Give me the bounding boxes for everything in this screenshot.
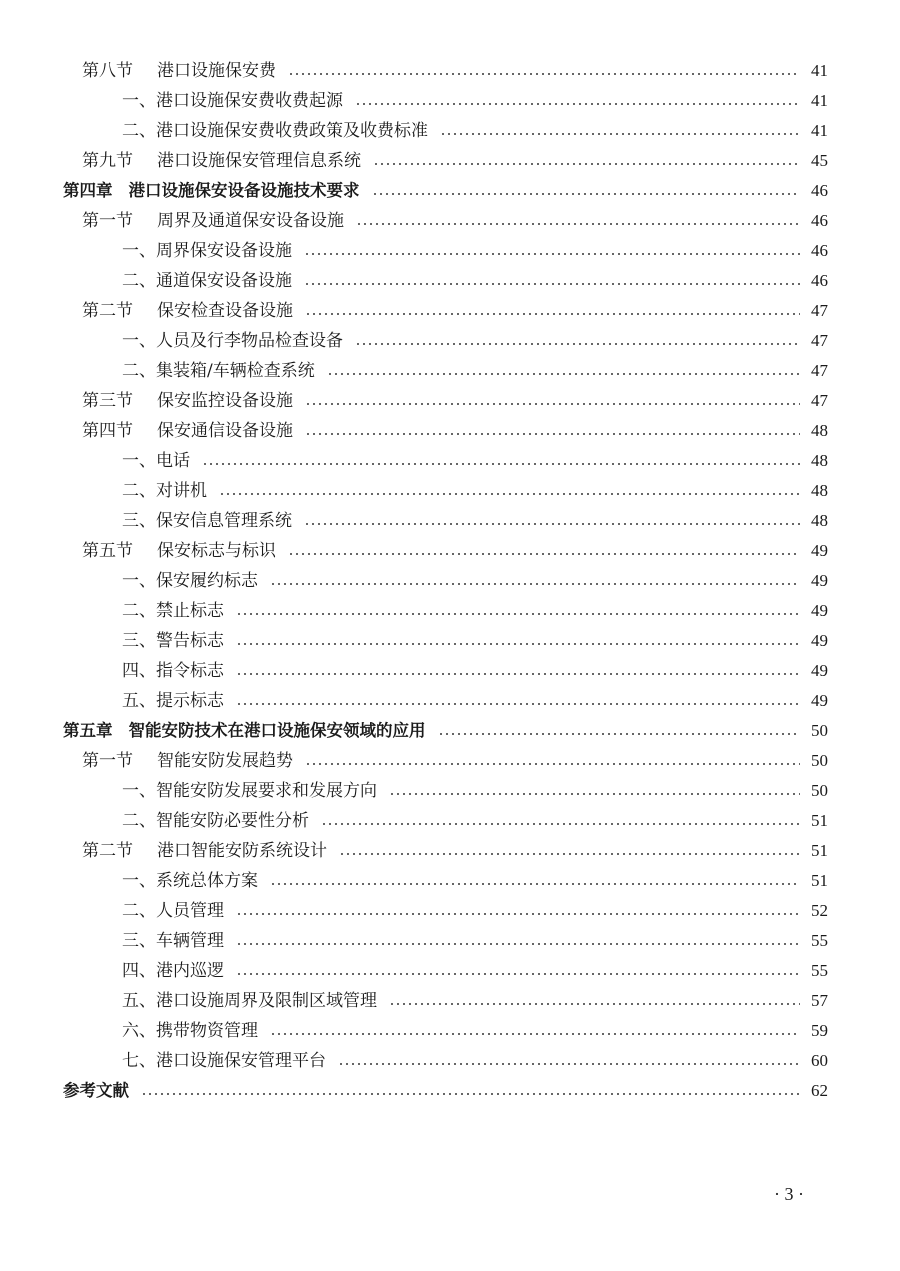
toc-entry-number: 第二节 [82,301,133,321]
toc-entry-title: 二、通道保安设备设施 [122,271,292,291]
dot-leader [236,973,800,975]
toc-entry-page: 46 [811,211,828,230]
dot-leader [236,943,800,945]
toc-entry-page: 48 [811,451,828,470]
toc-entry-page: 60 [811,1051,828,1070]
toc-entry-number: 第五章 [63,721,113,740]
toc-entry-section [0,746,900,776]
toc-entry-title: 参考文献 [63,1081,129,1100]
toc-entry-chapter [0,176,900,206]
toc-entry-page: 50 [811,721,828,740]
toc-entry-number: 第九节 [82,151,133,171]
toc-entry-number: 第三节 [82,391,133,411]
toc-entry-title: 一、人员及行李物品检查设备 [122,331,343,351]
dot-leader [304,523,800,525]
toc-entry-item [0,356,900,386]
toc-entry-title: 二、对讲机 [122,481,207,501]
toc-entry-section [0,206,900,236]
toc-entry-page: 41 [811,91,828,110]
toc-entry-title: 一、港口设施保安费收费起源 [122,91,343,111]
toc-entry-number: 第一节 [82,751,133,771]
dot-leader [219,493,800,495]
dot-leader [141,1093,800,1095]
dot-leader [304,283,800,285]
toc-entry-page: 55 [811,931,828,950]
dot-leader [270,1033,800,1035]
toc-entry-page: 49 [811,541,828,560]
dot-leader [305,313,800,315]
dot-leader [236,673,800,675]
toc-entry-page: 50 [811,751,828,770]
toc-entry-title: 港口智能安防系统设计 [157,841,327,861]
dot-leader [288,73,800,75]
toc-entry-page: 51 [811,871,828,890]
toc-entry-section [0,56,900,86]
toc-entry-title: 一、电话 [122,451,190,471]
toc-entry-title: 一、智能安防发展要求和发展方向 [122,781,377,801]
toc-entry-page: 46 [811,241,828,260]
toc-entry-item [0,896,900,926]
toc-entry-item [0,866,900,896]
toc-entry-title: 三、车辆管理 [122,931,224,951]
toc-entry-page: 47 [811,301,828,320]
toc-entry-title: 二、智能安防必要性分析 [122,811,309,831]
toc-entry-page: 41 [811,61,828,80]
toc-entry-item [0,956,900,986]
toc-entry-item [0,1016,900,1046]
toc-entry-page: 46 [811,271,828,290]
dot-leader [236,913,800,915]
toc-entry-number: 第八节 [82,61,133,81]
toc-entry-title: 保安标志与标识 [157,541,276,561]
dot-leader [304,253,800,255]
toc-entry-page: 51 [811,841,828,860]
dot-leader [356,223,800,225]
toc-entry-item [0,986,900,1016]
toc-entry-page: 62 [811,1081,828,1100]
toc-entry-title: 七、港口设施保安管理平台 [122,1051,326,1071]
toc-entry-page: 48 [811,481,828,500]
toc-entry-page: 57 [811,991,828,1010]
toc-entry-item [0,926,900,956]
toc-entry-chapter [0,716,900,746]
toc-entry-title: 保安通信设备设施 [157,421,293,441]
toc-entry-page: 47 [811,391,828,410]
toc-entry-title: 五、港口设施周界及限制区域管理 [122,991,377,1011]
toc-entry-title: 三、警告标志 [122,631,224,651]
dot-leader [270,883,800,885]
toc-entry-item [0,776,900,806]
dot-leader [339,853,800,855]
dot-leader [389,793,800,795]
toc-entry-item [0,476,900,506]
toc-entry-title: 一、保安履约标志 [122,571,258,591]
toc-entry-title: 保安检查设备设施 [157,301,293,321]
toc-entry-page: 51 [811,811,828,830]
toc-entry-title: 保安监控设备设施 [157,391,293,411]
toc-entry-title: 四、指令标志 [122,661,224,681]
toc-entry-section [0,836,900,866]
dot-leader [288,553,800,555]
toc-entry-section [0,146,900,176]
toc-entry-item [0,326,900,356]
toc-entry-page: 47 [811,361,828,380]
toc-entry-page: 47 [811,331,828,350]
dot-leader [305,763,800,765]
toc-entry-title: 智能安防技术在港口设施保安领域的应用 [128,721,426,740]
toc-entry-page: 48 [811,421,828,440]
page-number: · 3 · [774,1184,804,1204]
toc-entry-title: 二、人员管理 [122,901,224,921]
toc-entry-page: 49 [811,571,828,590]
dot-leader [305,403,800,405]
toc-entry-item [0,1046,900,1076]
dot-leader [440,133,800,135]
toc-entry-page: 49 [811,601,828,620]
dot-leader [236,703,800,705]
dot-leader [202,463,800,465]
toc-entry-item [0,116,900,146]
toc-entry-item [0,626,900,656]
toc-entry-title: 一、周界保安设备设施 [122,241,292,261]
toc-entry-ref [0,1076,900,1106]
toc-entry-item [0,596,900,626]
toc-entry-page: 55 [811,961,828,980]
toc-entry-title: 五、提示标志 [122,691,224,711]
dot-leader [355,103,800,105]
toc-entry-title: 三、保安信息管理系统 [122,511,292,531]
dot-leader [338,1063,800,1065]
dot-leader [438,733,801,735]
toc-entry-section [0,416,900,446]
toc-entry-item [0,686,900,716]
toc-entry-page: 41 [811,121,828,140]
toc-entry-number: 第二节 [82,841,133,861]
dot-leader [373,163,800,165]
dot-leader [372,193,801,195]
toc-entry-section [0,386,900,416]
dot-leader [321,823,800,825]
toc-entry-page: 59 [811,1021,828,1040]
toc-entry-section [0,296,900,326]
toc-entry-section [0,536,900,566]
toc-entry-title: 一、系统总体方案 [122,871,258,891]
toc-entry-item [0,806,900,836]
toc-entry-number: 第四章 [63,181,113,200]
dot-leader [270,583,800,585]
dot-leader [236,643,800,645]
toc-entry-number: 第五节 [82,541,133,561]
toc-entry-page: 50 [811,781,828,800]
toc-entry-page: 49 [811,631,828,650]
toc-entry-item [0,506,900,536]
toc-entry-item [0,446,900,476]
table-of-contents [0,56,900,1106]
dot-leader [305,433,800,435]
toc-entry-item [0,86,900,116]
toc-entry-title: 港口设施保安费 [157,61,276,81]
toc-entry-page: 49 [811,691,828,710]
toc-entry-title: 六、携带物资管理 [122,1021,258,1041]
toc-entry-page: 52 [811,901,828,920]
toc-entry-title: 港口设施保安管理信息系统 [157,151,361,171]
toc-entry-title: 二、集装箱/车辆检查系统 [122,361,315,381]
toc-entry-title: 智能安防发展趋势 [157,751,293,771]
dot-leader [355,343,800,345]
toc-entry-number: 第一节 [82,211,133,231]
toc-entry-item [0,266,900,296]
toc-entry-title: 四、港内巡逻 [122,961,224,981]
toc-entry-page: 49 [811,661,828,680]
toc-entry-item [0,566,900,596]
toc-entry-number: 第四节 [82,421,133,441]
toc-entry-item [0,656,900,686]
dot-leader [327,373,800,375]
toc-entry-page: 48 [811,511,828,530]
toc-entry-page: 45 [811,151,828,170]
dot-leader [389,1003,800,1005]
toc-entry-page: 46 [811,181,828,200]
dot-leader [236,613,800,615]
toc-entry-title: 二、禁止标志 [122,601,224,621]
toc-entry-item [0,236,900,266]
toc-entry-title: 周界及通道保安设备设施 [157,211,344,231]
toc-entry-title: 港口设施保安设备设施技术要求 [128,181,360,200]
toc-entry-title: 二、港口设施保安费收费政策及收费标准 [122,121,428,141]
